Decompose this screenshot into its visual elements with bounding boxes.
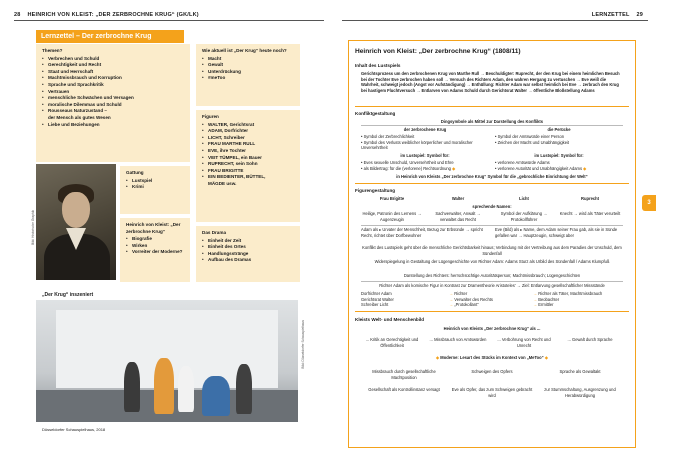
inhalt-text: Gerichtsprozess um den zerbrochenen Krug von Marthe Rull → Beschuldigter: Ruprecht, der den Krug bei einem heimlichen Besuch bei der Tochter Eve zerbrochen haben soll → Versuch des Richters Adam, den wahren Hergang zu vertuschen → Eve weiß die Wahrheit, schweigt jedoch (Angst vor Aufständigung) → Enthüllung: Richter Adam war selbst heimlich bei Eve → zerbrach den Krug bei hastigem Fluchtversuch → Entlarven von Adams Schuld durch Gerichtsrat Walter → öffentliche Bloßstellung Adams bbox=[361, 71, 620, 93]
list-item: • Vertrauen bbox=[42, 89, 184, 96]
themen-title: Themen? bbox=[42, 48, 63, 53]
left-header-rule bbox=[14, 20, 324, 21]
list-item: • Rousseaus Naturzustand – bbox=[42, 108, 184, 115]
peruecke-item: • Symbol der Amtswürde einer Person • Zeichen der Macht und Unabhängigkeit bbox=[495, 134, 570, 145]
list-item: • Einheit der Zeit bbox=[202, 238, 294, 245]
figuren-title: Figuren bbox=[202, 114, 219, 119]
figuren-title: Figurengestaltung bbox=[355, 188, 396, 193]
list-item: • EVE, ihre Tochter bbox=[202, 148, 294, 155]
kleist-title: Heinrich von Kleist: „Der zerbrochne Krug“ bbox=[126, 222, 181, 234]
adam-figure-line: Richter Adam als komische Figur in Kontrast zur Dramentheorie Aristoteles' → Ziel: Entlarvung gesellschaftlicher Missstände bbox=[379, 283, 605, 288]
photo-caption: Düsseldorfer Schauspielhaus, 2018 bbox=[42, 427, 106, 432]
themen-box bbox=[36, 44, 190, 162]
drama-title: Das Drama bbox=[202, 230, 227, 235]
right-page-header bbox=[592, 12, 643, 18]
welt-head: Heinrich von Kleists „Der zerbrochne Krug“ als ... bbox=[443, 326, 541, 331]
rollen-right: → Richter als Täter, Machtmissbrauch → Beobachter → Ermittler bbox=[533, 291, 603, 308]
konflikt-title: Konfliktgestaltung bbox=[355, 111, 396, 116]
list-item: • Macht bbox=[202, 56, 294, 63]
welt-col-4: ... Gewalt durch Sprache bbox=[567, 337, 613, 342]
right-page-number: 29 bbox=[636, 12, 643, 18]
right-header-rule bbox=[342, 20, 648, 21]
kleist-portrait bbox=[36, 164, 116, 280]
fig-desc-4: Knecht → wird als Täter verurteilt bbox=[559, 211, 621, 216]
welt-title: Kleists Welt- und Menschenbild bbox=[355, 317, 425, 322]
list-item: • FRAU MARTHE RULL bbox=[202, 141, 294, 148]
adam-line: Adam als ▸ Urvater der Menschheit, Bezug zur Erbsünde → spricht Recht, richtet über Dorfbewohner bbox=[361, 227, 483, 238]
list-item: • EIN BEDIENTER, BÜTTEL, bbox=[202, 174, 294, 181]
sym-right-head: im Lustspiel: Symbol für: bbox=[534, 153, 584, 158]
fig-desc-1: Heilige, Patronin des Lernens → Augenzeugin bbox=[362, 211, 422, 222]
moderne-col-2: Schweigen des Opfers bbox=[471, 369, 513, 374]
photo-title: „Der Krug“ inszeniert bbox=[42, 292, 94, 298]
list-item: • Einheit des Ortes bbox=[202, 244, 294, 251]
fig-col-1: Frau Brigitte bbox=[379, 196, 405, 201]
list-item: • #meToo bbox=[202, 75, 294, 82]
list-item: • RUPRECHT, sein Sohn bbox=[202, 161, 294, 168]
list-item: • LICHT, Schreiber bbox=[202, 135, 294, 142]
sym-summary: in Heinrich von Kleists „Der zerbrochne Krug“ Symbol für die „gebrochliche Einrichtung der Welt“ bbox=[396, 174, 588, 179]
list-item: • Gewalt bbox=[202, 62, 294, 69]
lernzettel-banner: Lernzettel – Der zerbrochne Krug bbox=[36, 30, 184, 43]
drama-box bbox=[196, 226, 300, 282]
left-header-title: HEINRICH VON KLEIST: „DER ZERBROCHNE KRUG“ (GK/LK) bbox=[27, 12, 199, 18]
eve-line: Eve (Bild) als ▸ Name, dem Adam seiner Frau gab, als sie in Sünde gefallen war → Hauptzeugin, schweigt aber bbox=[495, 227, 618, 238]
list-item: • Machtmissbrauch und Korruption bbox=[42, 75, 184, 82]
chapter-tab[interactable]: 3 bbox=[642, 195, 656, 211]
welt-col-2: ... Missbrauch von Amtswürden bbox=[429, 337, 487, 342]
list-item: • Verbrechen und Schuld bbox=[42, 56, 184, 63]
list-item: • Gerechtigkeit und Recht bbox=[42, 62, 184, 69]
list-item: • Sprache und Sprachkritik bbox=[42, 82, 184, 89]
summary-title: Heinrich von Kleist: „Der zerbrochne Krug“ (1808/11) bbox=[355, 48, 521, 55]
list-item: der Mensch als gutes Wesen bbox=[48, 114, 111, 120]
list-item: • Lustspiel bbox=[126, 178, 184, 185]
fig-col-2: Walter bbox=[451, 196, 465, 201]
left-page-header bbox=[14, 12, 199, 18]
konflikt-line: Konflikt des Lustspiels geht über die menschliche Gerichtsbarkeit hinaus; Verbindung mit der Vertreibung aus dem Paradies der Unschuld, dem Sündenfall bbox=[362, 245, 622, 256]
list-item: • WALTER, Gerichtsrat bbox=[202, 122, 294, 129]
sym-right-items: • verlorene Amtswürde Adams • verlorene Autorität und Unabhängigkeit Adams ◆ bbox=[495, 160, 587, 171]
sym-left-head: im Lustspiel: Symbol für: bbox=[400, 153, 450, 158]
krug-head: der zerbrochene Krug bbox=[403, 127, 447, 132]
photo-credit: Bild: Düsseldorfer Schauspielhaus bbox=[301, 320, 305, 369]
gattung-title: Gattung bbox=[126, 170, 144, 175]
krug-item: • Symbol der Zerbrechlichkeit • Symbol des Verlusts weiblicher körperlicher und moralischer Unversehrtheit bbox=[361, 134, 473, 151]
list-item: • menschliche Schwächen und Versagen bbox=[42, 95, 184, 102]
list-item: • Wirken bbox=[126, 243, 184, 250]
fig-desc-2: Sachverwalter, Anwalt → verwaltet das Recht bbox=[435, 211, 481, 222]
peruecke-head: die Perücke bbox=[547, 127, 571, 132]
moderne-col-3: Sprache als Gewaltakt bbox=[559, 369, 601, 374]
right-header-section: LERNZETTEL bbox=[591, 12, 630, 18]
moderne-sub-3: zur Stummschaltung, Ausgrenzung und Herabwürdigung bbox=[544, 387, 616, 398]
moderne-sub-2: Eve als Opfer, das zum Schweigen gebracht wird bbox=[451, 387, 533, 398]
welt-col-1: ... Kritik an Gerechtigkeit und Öffentlichkeit bbox=[365, 337, 419, 348]
konflikt-head: Dingsymbole als Mittel zur Darstellung des Konflikts bbox=[440, 119, 544, 124]
moderne-col-1: Missbrauch durch gesellschaftliche Machtposition bbox=[372, 369, 436, 380]
list-item: • Biografie bbox=[126, 236, 184, 243]
sym-left-items: • Eves sexuelle Unschuld, Unversehrtheit und Ehre • als Bildertrag: für die (verlorene) Rechtsordnung ◆ bbox=[361, 160, 456, 171]
fig-desc-3: Symbol der Aufklärung → Protokollführer bbox=[500, 211, 548, 222]
list-item: • moralische Dilemmas und Schuld bbox=[42, 102, 184, 109]
stage-photo bbox=[36, 300, 298, 422]
list-item: • Vorreiter der Moderne? bbox=[126, 249, 184, 256]
fig-col-4: Ruprecht bbox=[581, 196, 599, 201]
list-item: • FRAU BRIGITTE bbox=[202, 168, 294, 175]
spiegel-line: Widerspiegelung in Gestaltung der Lügengeschichte von Richter Adam: Adams Sturz als Urbild des Sündenfall / Adams Klumpfuß bbox=[374, 259, 610, 264]
rollen-left: Dorfrichter Adam Gerichtsrat Walter Schreiber Licht bbox=[361, 291, 394, 308]
moderne-line: ◆ Moderne: Lesart des Stücks im Kontext von „MeToo“ ◆ bbox=[435, 355, 548, 360]
summary-frame bbox=[348, 40, 636, 448]
fig-col-3: Licht bbox=[519, 196, 529, 201]
inhalt-title: Inhalt des Lustspiels bbox=[355, 63, 401, 68]
aktuell-title: Wie aktuell ist „Der Krug“ heute noch? bbox=[202, 48, 287, 53]
welt-col-3: ... Verbohrung von Recht und Unrecht bbox=[497, 337, 551, 348]
list-item: MÄGDE usw. bbox=[208, 180, 237, 186]
figuren-box bbox=[196, 110, 300, 222]
aktuell-box bbox=[196, 44, 300, 106]
list-item: • Handlungsstränge bbox=[202, 251, 294, 258]
gattung-box bbox=[120, 166, 190, 214]
list-item: • Staat und Herrschaft bbox=[42, 69, 184, 76]
fig-names: sprechende Namen: bbox=[472, 204, 512, 209]
rollen-mid: → Richter → Verwalter des Rechts → „Protokollant“ bbox=[449, 291, 493, 308]
moderne-sub-1: Gesellschaft als Kontrollinstanz versagt bbox=[368, 387, 440, 392]
list-item: • Liebe und Beziehungen bbox=[42, 122, 184, 129]
list-item: • Krimi bbox=[126, 184, 184, 191]
list-item: • Unterdrückung bbox=[202, 69, 294, 76]
list-item: • Aufbau des Dramas bbox=[202, 257, 294, 264]
list-item: • ADAM, Dorfrichter bbox=[202, 128, 294, 135]
darstellung-line: Darstellung des Richters: herrschsüchtige Autoritätsperson; Machtmissbrauch; Lügengeschichten bbox=[403, 273, 581, 278]
list-item: • VEIT TÜMPEL, ein Bauer bbox=[202, 155, 294, 162]
portrait-credit: Bild: Historische Graphik bbox=[31, 210, 35, 245]
kleist-box bbox=[120, 218, 190, 282]
left-page-number: 28 bbox=[14, 12, 21, 18]
